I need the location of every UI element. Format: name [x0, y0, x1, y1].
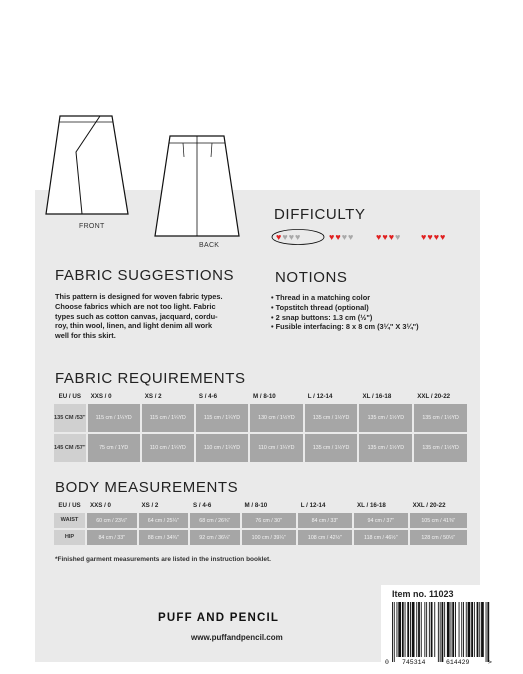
size-header: XXL / 20-22 [412, 502, 446, 509]
table-cell: 135 cm / 1½YD [359, 434, 412, 462]
barcode-bar [455, 602, 456, 657]
size-header: L / 12-14 [307, 393, 333, 400]
barcode-digit-first: 0 [385, 659, 389, 666]
table-cell: 105 cm / 41⅜" [410, 513, 467, 528]
heart-filled-icon: ♥ [421, 232, 427, 242]
barcode-bar [444, 602, 445, 657]
barcode-bar [451, 602, 452, 657]
table-cell: 115 cm / 1¼YD [142, 404, 194, 432]
size-header: S / 4-6 [193, 502, 212, 509]
barcode-bar [398, 602, 401, 657]
table-cell: 115 cm / 1¼YD [196, 404, 248, 432]
size-header: XXL / 20-22 [417, 393, 451, 400]
heart-filled-icon: ♥ [427, 232, 433, 242]
table-cell: 110 cm / 1¼YD [196, 434, 248, 462]
barcode-bar [416, 602, 417, 657]
barcode-image [392, 602, 490, 664]
table-cell: 94 cm / 37" [354, 513, 408, 528]
barcode-bar [405, 602, 406, 657]
notions-title: NOTIONS [275, 269, 348, 286]
difficulty-level-3 [376, 233, 400, 242]
barcode-bar [424, 602, 425, 657]
barcode-bar [479, 602, 480, 657]
size-header: XS / 2 [144, 393, 162, 400]
table-cell: 135 cm / 1½YD [414, 404, 467, 432]
fabric-requirements-table [52, 389, 469, 464]
row-header: 145 CM /57" [54, 434, 86, 462]
barcode-bar [429, 602, 430, 657]
barcode-bar [463, 602, 464, 657]
table-row [54, 404, 467, 432]
table-cell: 108 cm / 42½" [298, 530, 352, 545]
barcode-bar [431, 602, 433, 657]
barcode-bar [407, 602, 409, 657]
size-header: M / 8-10 [253, 393, 276, 400]
table-cell: 75 cm / 1YD [88, 434, 140, 462]
heart-empty-icon: ♥ [288, 232, 295, 242]
footnote: *Finished garment measurements are listed in the instruction booklet. [55, 556, 271, 563]
size-header: XXS / 0 [90, 502, 111, 509]
table-corner: EU / US [58, 393, 81, 400]
table-header-row [54, 500, 467, 511]
front-caption: FRONT [79, 223, 105, 230]
notion-item: • Topstitch thread (optional) [271, 303, 419, 313]
barcode-bar [392, 602, 393, 662]
size-header: XS / 2 [141, 502, 159, 509]
barcode-bar [471, 602, 473, 657]
barcode-bar [487, 602, 489, 662]
table-cell: 88 cm / 34¾" [139, 530, 189, 545]
difficulty-title: DIFFICULTY [274, 206, 366, 223]
table-cell: 60 cm / 23½" [87, 513, 137, 528]
barcode-bar [477, 602, 479, 657]
table-cell: 84 cm / 33" [298, 513, 352, 528]
barcode-bar [397, 602, 398, 657]
body-measurements-table [52, 498, 469, 547]
row-header: WAIST [54, 513, 85, 528]
barcode-bar [459, 602, 460, 657]
barcode-bar [421, 602, 422, 657]
table-header-row [54, 391, 467, 402]
body-measurements-title: BODY MEASUREMENTS [55, 479, 239, 496]
fabric-suggestions-line: types such as cotton canvas, jacquard, cordu- [55, 311, 218, 321]
fabric-suggestions-text [55, 292, 223, 341]
heart-filled-icon: ♥ [440, 232, 446, 242]
table-row [54, 513, 467, 528]
table-cell: 84 cm / 33" [87, 530, 137, 545]
barcode-digits-right: 614429 [446, 659, 470, 666]
size-header: XL / 16-18 [362, 393, 392, 400]
table-row [54, 530, 467, 545]
table-row [54, 434, 467, 462]
fabric-suggestions-line: roy, thin wool, linen, and light denim all work [55, 321, 213, 331]
table-cell: 135 cm / 1½YD [414, 434, 467, 462]
heart-filled-icon: ♥ [433, 232, 440, 242]
barcode-bar [481, 602, 484, 657]
size-header: XL / 16-18 [357, 502, 386, 509]
difficulty-level-1 [276, 233, 300, 242]
notion-item: • 2 snap buttons: 1.3 cm (½") [271, 313, 419, 323]
row-header: HIP [54, 530, 85, 545]
barcode-bar [402, 602, 404, 657]
row-header: 135 CM /53" [54, 404, 86, 432]
fabric-requirements-title: FABRIC REQUIREMENTS [55, 370, 246, 387]
barcode-digits-left: 745314 [402, 659, 426, 666]
barcode-bar [474, 602, 475, 657]
heart-filled-icon: ♥ [335, 232, 341, 242]
fabric-suggestions-title: FABRIC SUGGESTIONS [55, 267, 235, 284]
heart-empty-icon: ♥ [295, 232, 301, 242]
brand-name: PUFF AND PENCIL [158, 612, 280, 624]
barcode-bar [434, 602, 435, 657]
size-header: XXS / 0 [90, 393, 112, 400]
fabric-suggestions-line: well for this skirt. [55, 331, 116, 341]
barcode-bar [426, 602, 427, 657]
heart-filled-icon: ♥ [388, 232, 395, 242]
notions-list [271, 293, 419, 332]
heart-empty-icon: ♥ [341, 232, 348, 242]
barcode-bar [466, 602, 467, 657]
heart-filled-icon: ♥ [276, 232, 282, 242]
barcode-bar [438, 602, 439, 662]
barcode-bar [447, 602, 450, 657]
table-corner: EU / US [58, 502, 81, 509]
notion-item: • Thread in a matching color [271, 293, 419, 303]
heart-filled-icon: ♥ [329, 232, 335, 242]
barcode-bar [468, 602, 471, 657]
fabric-suggestions-line: Choose fabrics which are not too light. Fabric [55, 301, 216, 311]
back-skirt-illustration [153, 132, 243, 240]
difficulty-level-4 [421, 233, 445, 242]
barcode-bar [410, 602, 411, 657]
table-cell: 118 cm / 46½" [354, 530, 408, 545]
heart-empty-icon: ♥ [395, 232, 401, 242]
heart-filled-icon: ♥ [382, 232, 388, 242]
table-cell: 135 cm / 1½YD [359, 404, 412, 432]
barcode-end-marker: > [488, 659, 492, 666]
table-cell: 110 cm / 1¼YD [142, 434, 194, 462]
heart-filled-icon: ♥ [376, 232, 382, 242]
barcode-bar [461, 602, 462, 657]
heart-empty-icon: ♥ [282, 232, 288, 242]
item-number: Item no. 11023 [392, 589, 454, 599]
table-cell: 68 cm / 26¾" [190, 513, 240, 528]
table-cell: 110 cm / 1¼YD [250, 434, 303, 462]
table-cell: 135 cm / 1½YD [305, 434, 358, 462]
table-cell: 130 cm / 1½YD [250, 404, 303, 432]
barcode-bar [452, 602, 454, 657]
back-caption: BACK [199, 242, 220, 249]
difficulty-level-2 [329, 233, 353, 242]
heart-empty-icon: ♥ [348, 232, 354, 242]
table-cell: 100 cm / 39¼" [242, 530, 296, 545]
barcode-bar [394, 602, 395, 662]
table-cell: 128 cm / 50½" [410, 530, 467, 545]
table-cell: 92 cm / 36¼" [190, 530, 240, 545]
notion-item: • Fusible interfacing: 8 x 8 cm (3¼" X 3¼") [271, 322, 419, 332]
barcode-bar [412, 602, 415, 657]
table-cell: 135 cm / 1½YD [305, 404, 358, 432]
barcode-bar [442, 602, 444, 662]
fabric-suggestions-line: This pattern is designed for woven fabric types. [55, 292, 223, 301]
table-cell: 64 cm / 25¼" [139, 513, 189, 528]
front-skirt-illustration [42, 110, 132, 220]
barcode-bar [418, 602, 420, 657]
size-header: S / 4-6 [198, 393, 218, 400]
barcode-bar [440, 602, 441, 662]
table-cell: 76 cm / 30" [242, 513, 296, 528]
size-header: M / 8-10 [244, 502, 268, 509]
table-cell: 115 cm / 1¼YD [88, 404, 140, 432]
size-header: L / 12-14 [300, 502, 326, 509]
website-url: www.puffandpencil.com [191, 633, 283, 642]
barcode-bar [486, 602, 487, 662]
